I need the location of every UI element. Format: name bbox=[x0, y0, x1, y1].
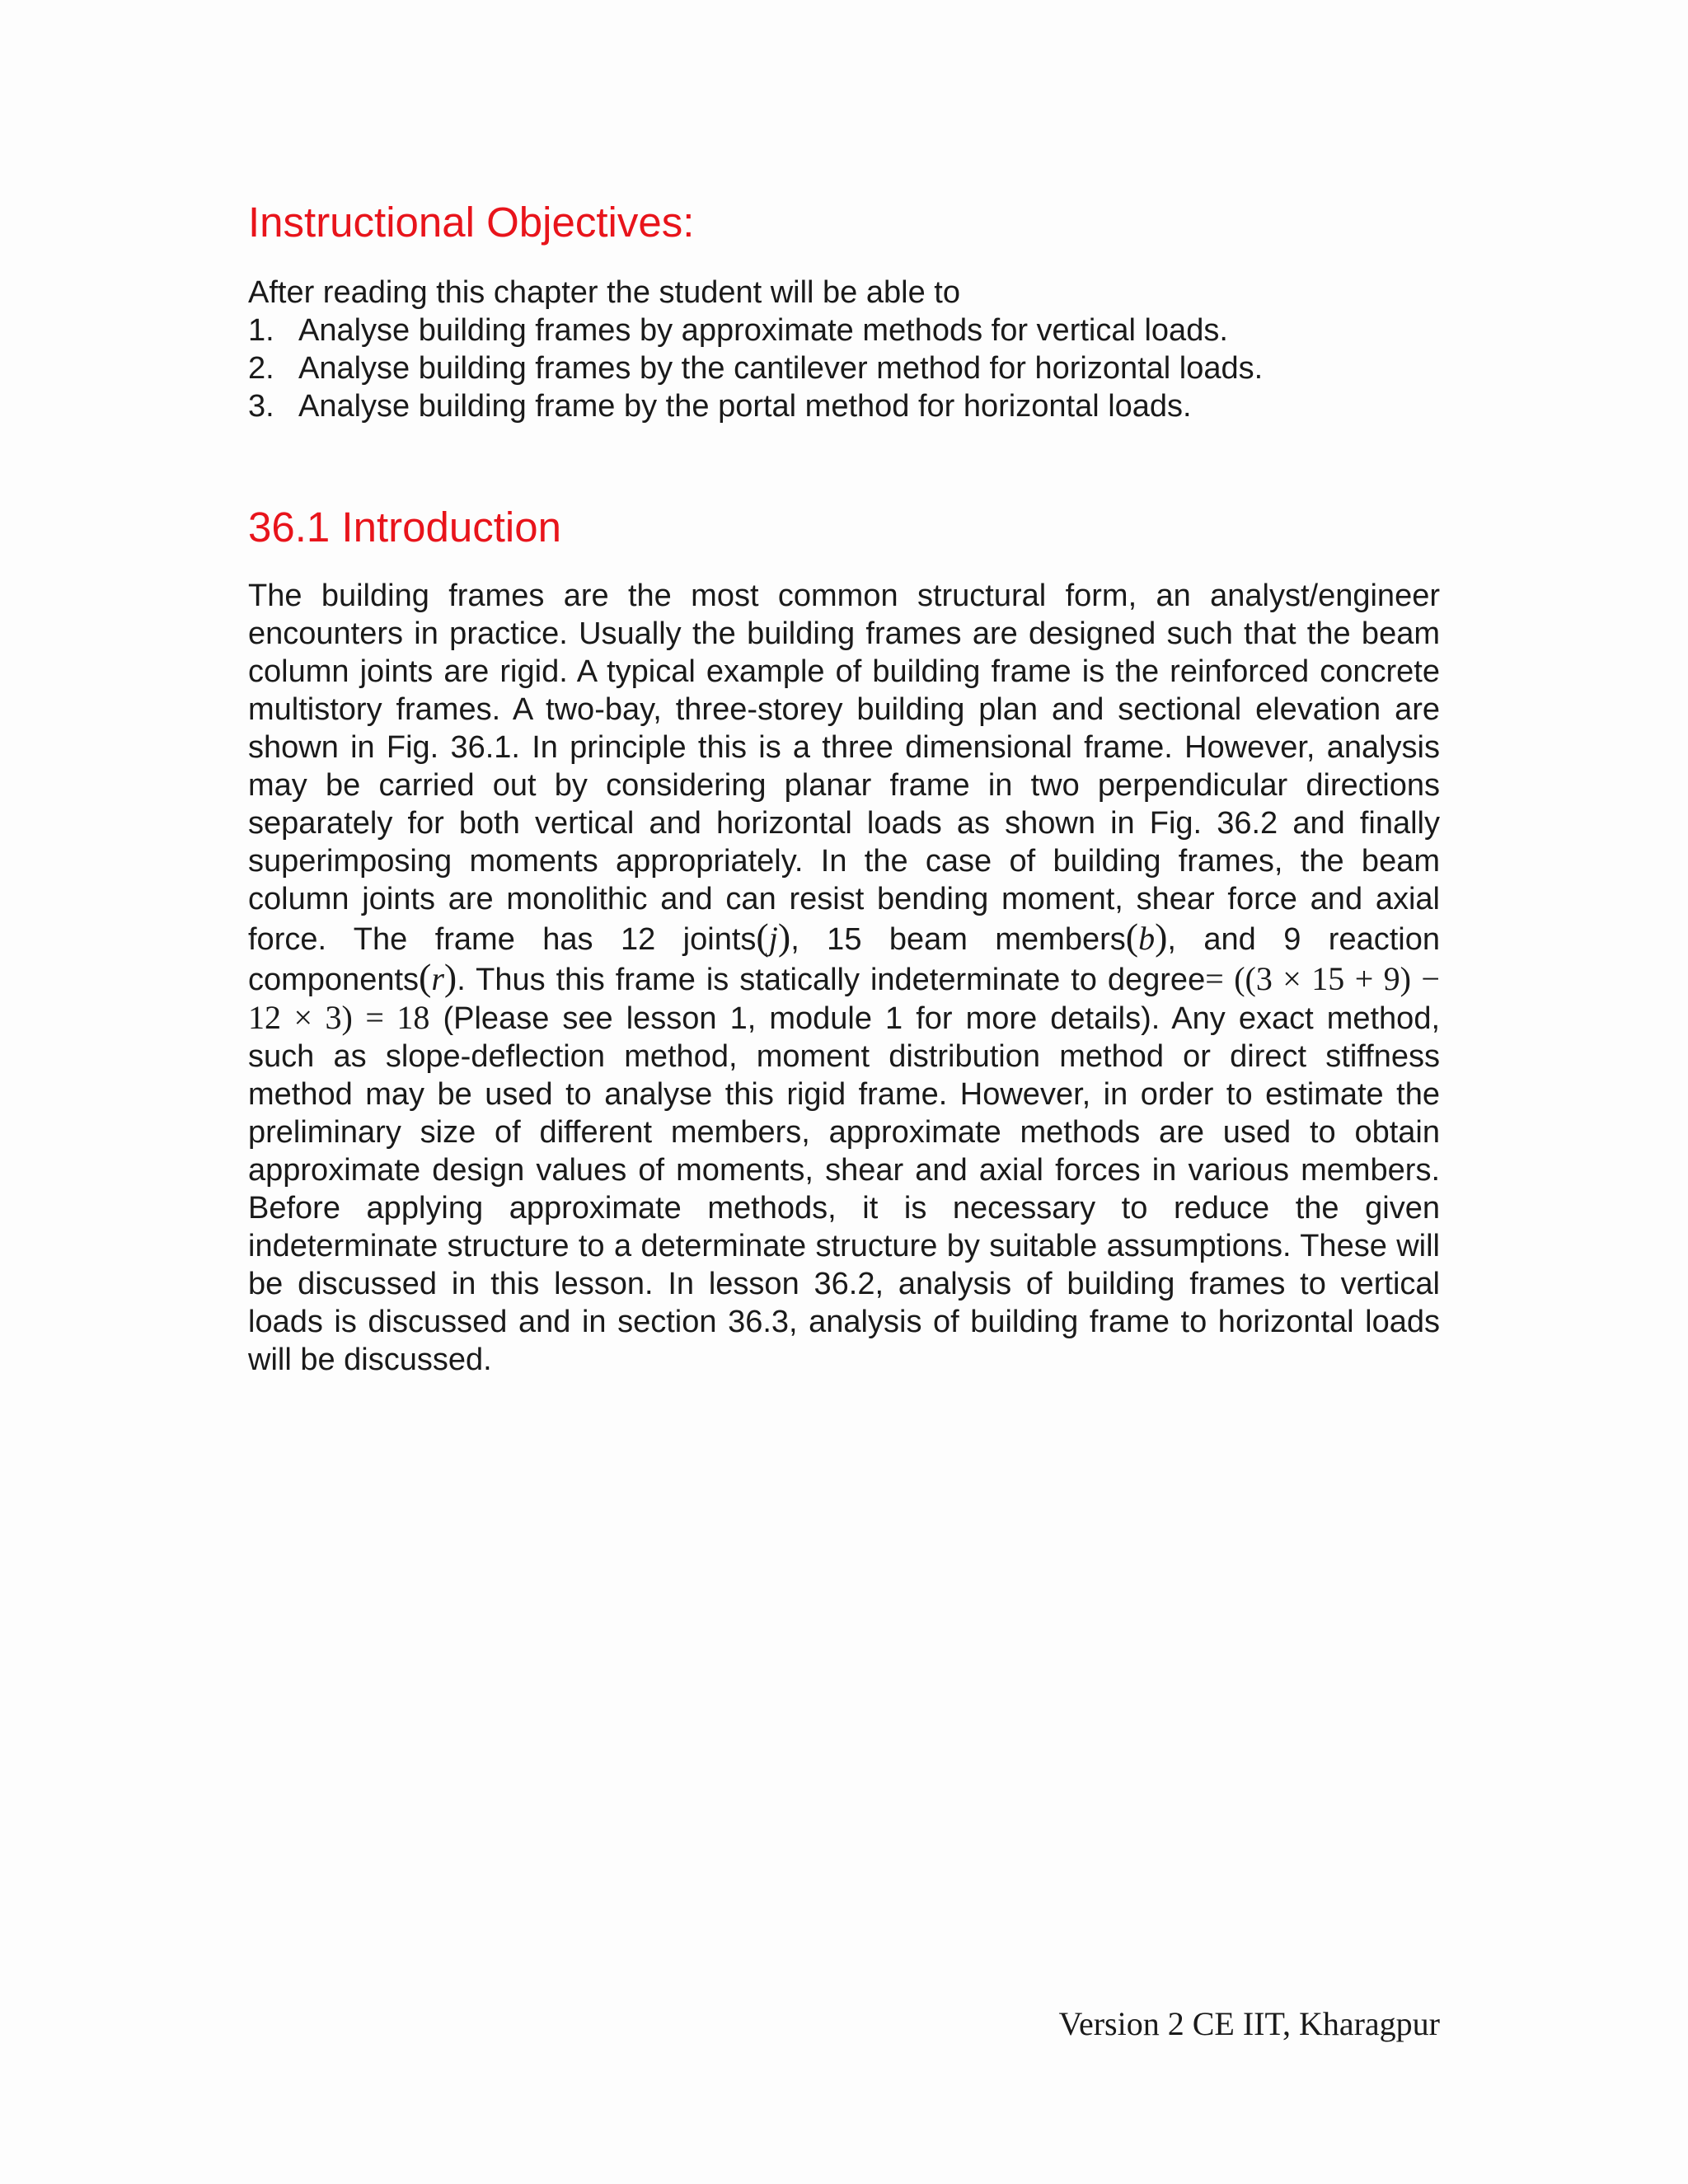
members-symbol: (b) bbox=[1125, 916, 1168, 958]
list-item-text: Analyse building frame by the portal method for horizontal loads. bbox=[298, 389, 1192, 424]
list-item-number: 3. bbox=[248, 389, 274, 424]
list-item-text: Analyse building frames by approximate methods for vertical loads. bbox=[298, 313, 1228, 348]
objectives-section bbox=[248, 274, 1440, 425]
introduction-paragraph bbox=[248, 577, 1440, 1379]
list-item bbox=[248, 387, 1440, 425]
list-item bbox=[248, 349, 1440, 387]
objectives-list bbox=[248, 312, 1440, 425]
introduction-heading: 36.1 Introduction bbox=[248, 504, 561, 551]
list-item-number: 2. bbox=[248, 351, 274, 386]
intro-text-part-1: The building frames are the most common structural form, an analyst/engineer encounters in practice. Usually the building frames are designed such that the beam column joints are rigid. A typical example of building frame is the reinforced concrete multistory frames. A two-bay, three-storey building plan and sectional elevation are shown in Fig. 36.1. In principle this is a three dimensional frame. However, analysis may be carried out by considering planar frame in two perpendicular directions separately for both vertical and horizontal loads as shown in Fig. 36.2 and finally superimposing moments appropriately. In the case of building frames, the beam column joints are monolithic and can resist bending moment, shear force and axial force. The frame has 12 joints bbox=[248, 579, 1440, 957]
objectives-heading: Instructional Objectives: bbox=[248, 199, 695, 246]
list-item-number: 1. bbox=[248, 313, 274, 348]
intro-text-part-4: . Thus this frame is statically indeterminate to degree bbox=[457, 963, 1206, 997]
page-footer: Version 2 CE IIT, Kharagpur bbox=[1058, 2005, 1440, 2042]
members-symbol-letter: b bbox=[1138, 920, 1156, 957]
list-item-text: Analyse building frames by the cantilever method for horizontal loads. bbox=[298, 351, 1264, 386]
reactions-symbol: (r) bbox=[419, 956, 457, 998]
joints-symbol-letter: j bbox=[768, 920, 778, 957]
intro-text-part-5: (Please see lesson 1, module 1 for more details). Any exact method, such as slope-deflection method, moment distribution method or direct stiffness method may be used to analyse this rigid frame. However, in order to estimate the preliminary size of different members, approximate methods are used to obtain approximate design values of moments, shear and axial forces in various members. Before applying approximate methods, it is necessary to reduce the given indeterminate structure to a determinate structure by suitable assumptions. These will be discussed in this lesson. In lesson 36.2, analysis of building frames to vertical loads is discussed and in section 36.3, analysis of building frame to horizontal loads will be discussed. bbox=[248, 1001, 1441, 1377]
joints-symbol: (j) bbox=[756, 916, 791, 958]
objectives-lead: After reading this chapter the student will be able to bbox=[248, 275, 960, 310]
intro-text-part-2: , 15 beam members bbox=[790, 922, 1126, 957]
intro-text-part-3: , and 9 reaction components bbox=[248, 922, 1440, 997]
list-item bbox=[248, 312, 1440, 349]
reactions-symbol-letter: r bbox=[431, 960, 444, 997]
indeterminacy-equation: = ((3 × 15 + 9) − 12 × 3) = 18 bbox=[248, 960, 1440, 1036]
